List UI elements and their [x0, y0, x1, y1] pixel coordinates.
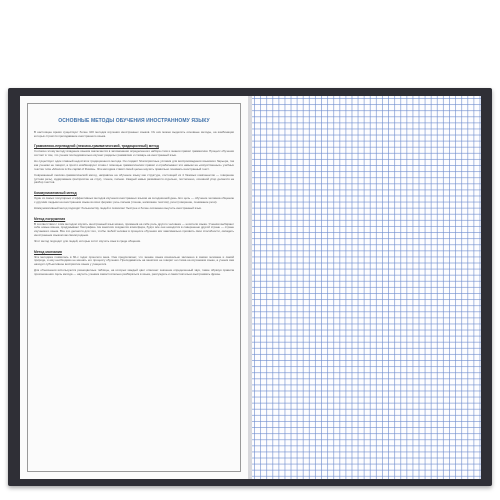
paragraph: Для объяснения используются разноцветные таблицы, на которых каждый цвет отмечает значение определенный звук, также образуя правила произношения. Цель метода — научить ученика самостоятельно разбираться в языке, рассуждать и самостоятельно выстраивать фразы.	[34, 268, 234, 276]
paragraph: Современный лексико-грамматический метод, направлен на обучение языку как структуре, состоящей из 4 базовых компонентов — говорение (устная речь), аудирование (восприятие на слух), чтение, письмо. Каждый навык развивается отдельно, постепенно, основной упор делается на разбор текстов.	[34, 172, 234, 185]
paragraph: Эта методика появилась в 60-х годах прошлого века. Она предполагает, что знание языка изначально заложено в самом человеке и самой природе, и ему необходимо не мешать его процессу обучения. Преподаватель на занятиях не говорит ни слова на изучаемом языке, а ученик сам находит субъективное восприятие языка у учащегося.	[34, 254, 234, 267]
notebook-grid-page	[252, 96, 481, 479]
paragraph: Коммуникативный метод подходит большинству людей и позволяет быстрее и более осознанно выучить иностранный язык.	[34, 205, 202, 210]
section-grammar-translation	[34, 144, 234, 185]
paragraph: Один из самых популярных и эффективных методов изучения иностранных языков на сегодняшний день. Его цель — обучение человека общению с другими людьми на иностранном языке во всех формах: речь письма (чтение, написание текстов), речи (говорение, понимание речи).	[34, 196, 234, 204]
paragraph: Этот метод подходит для людей, которые хотят изучить язык в среде общения.	[34, 238, 141, 243]
section-silent-way	[34, 250, 234, 277]
section-communicative	[34, 191, 234, 211]
paragraph: В соответствии с этим методом изучить иностранный язык можно, применив на себе роль другого человека — носителя языка. Ученики выбирают себе новые имена, придумывают биографию. На занятиях создаются атмосфера, будто все они находятся в совершенно другой стране — стране изучаемого языка. Все это делается для того, чтобы любой человек в процессе обучения мог максимально проявить свои способности, овладеть иностранным языком как своим родным.	[34, 221, 234, 237]
intro-paragraph: В настоящее время существует более 100 методик изучения иностранных языков. Из них можно выделить основные методы, на комбинации которых строится преподавание иностранного языка.	[34, 130, 234, 138]
section-heading: Метод погружения	[34, 216, 66, 221]
notebook-left-page	[20, 96, 248, 479]
section-immersion	[34, 217, 234, 244]
paragraph: Но существует один главный недостаток традиционного метода. Он создаёт благоприятные условия для воспроизведения языкового барьера, так как ученики не говорят, а просто комбинируют слова с помощью грамматических правил и отрабатывают эти навыки на «искусственных» учебных текстах типа «Moscow is the capital of Russia». Эта методика ставит своей целью научить правильно понимать иностранный текст.	[34, 159, 234, 171]
intro-section	[34, 131, 234, 138]
page-title: ОСНОВНЫЕ МЕТОДЫ ОБУЧЕНИЯ ИНОСТРАННОМУ ЯЗЫКУ	[58, 118, 210, 124]
paragraph: Согласно этому методу владение языком заключается в запоминании определенного набора слов и знании правил грамматики. Процесс обучения состоит в том, что ученик последовательно изучает разделы грамматики и словарь на иностранный язык.	[34, 149, 234, 158]
section-heading: Метод молчания	[34, 249, 62, 254]
section-heading: Грамматико-переводной (лексико-грамматический, традиционный) метод	[34, 144, 159, 149]
section-heading: Коммуникативный метод	[34, 191, 77, 196]
